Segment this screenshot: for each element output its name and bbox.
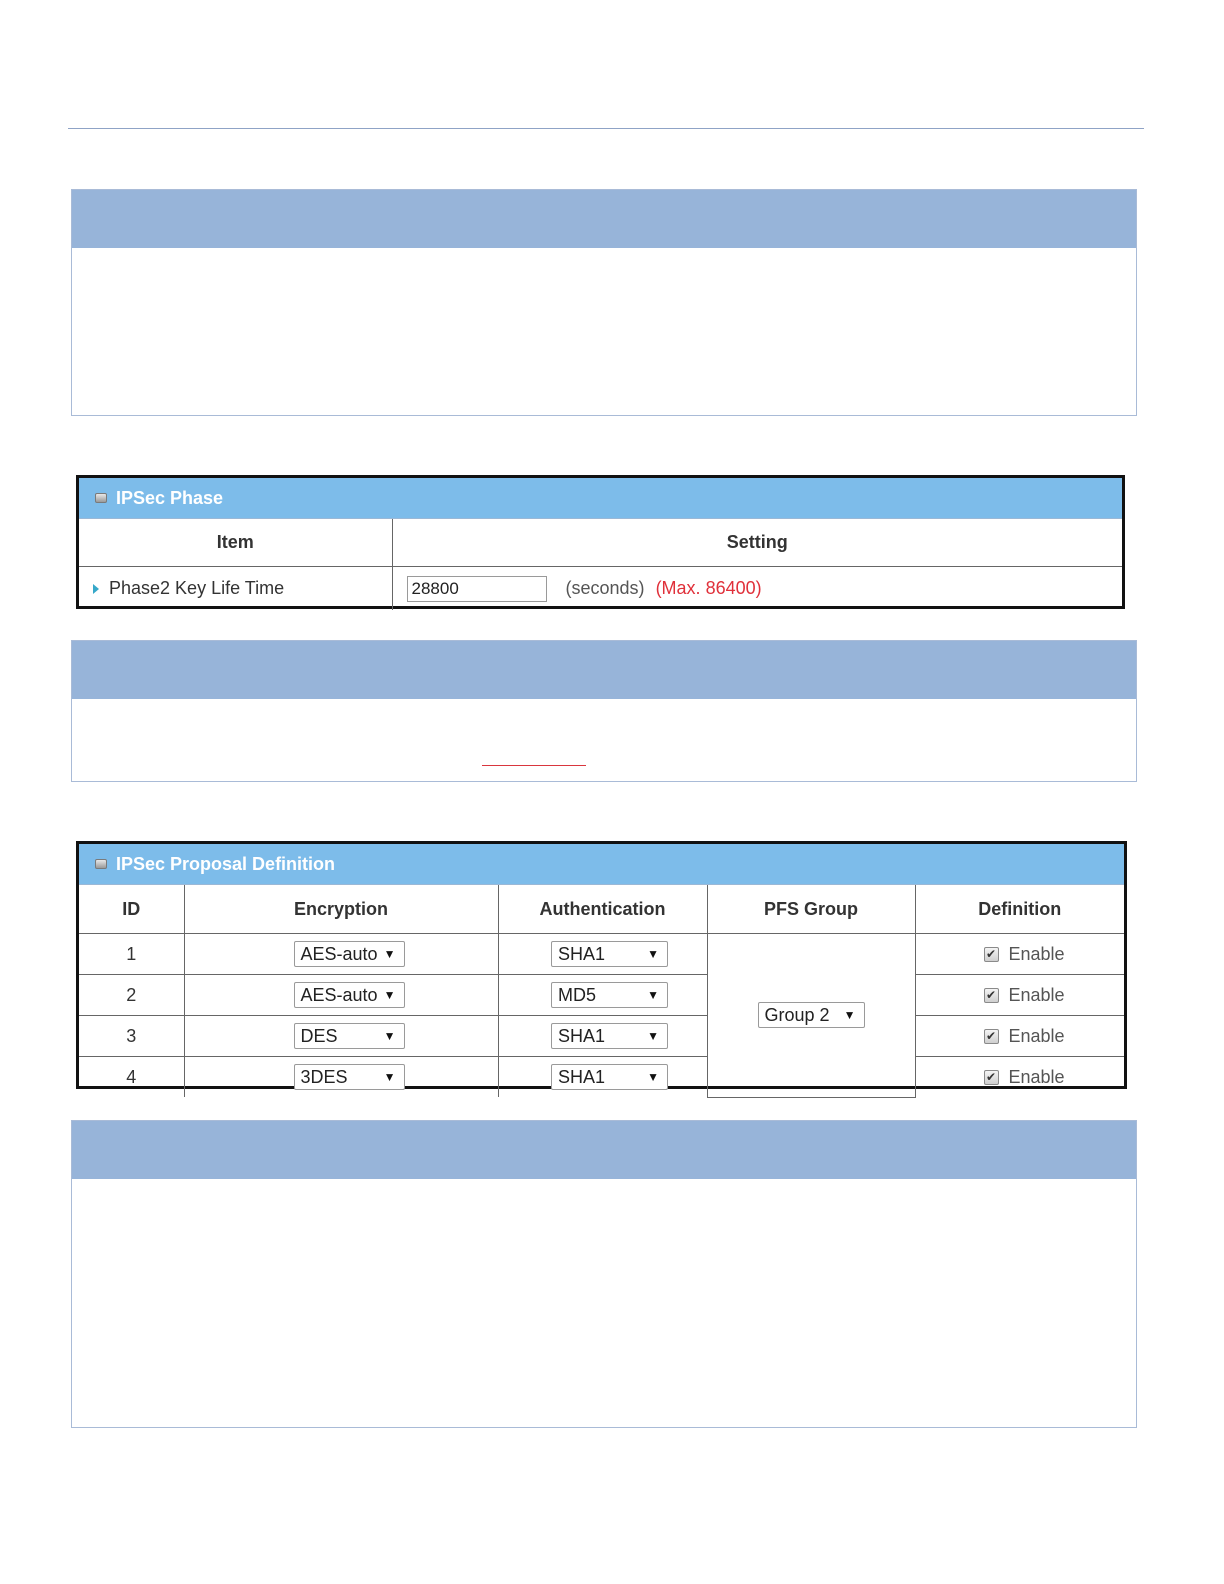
authentication-select-2[interactable] bbox=[551, 982, 668, 1008]
authentication-cell bbox=[498, 1016, 707, 1057]
encryption-select-value: AES-auto bbox=[300, 984, 378, 1005]
encryption-select-1[interactable] bbox=[294, 941, 405, 967]
authentication-cell bbox=[498, 975, 707, 1016]
caret-down-icon: ▼ bbox=[647, 947, 659, 961]
red-underline-mark bbox=[482, 765, 586, 766]
authentication-cell bbox=[498, 1057, 707, 1098]
enable-checkbox-3[interactable] bbox=[984, 1029, 999, 1044]
definition-cell bbox=[915, 1057, 1124, 1098]
ipsec-phase-title-bar bbox=[79, 478, 1122, 519]
authentication-column-header: Authentication bbox=[498, 885, 707, 934]
item-column-header: Item bbox=[79, 519, 392, 567]
encryption-column-header: Encryption bbox=[184, 885, 498, 934]
row-id: 4 bbox=[79, 1057, 184, 1098]
id-column-header: ID bbox=[79, 885, 184, 934]
pfs-group-select-value: Group 2 bbox=[764, 1004, 830, 1025]
checkmark-icon: ✔ bbox=[985, 947, 997, 962]
caret-down-icon: ▼ bbox=[647, 1029, 659, 1043]
pfs-group-select[interactable] bbox=[758, 1002, 865, 1028]
enable-checkbox-2[interactable] bbox=[984, 988, 999, 1003]
enable-checkbox-4[interactable] bbox=[984, 1070, 999, 1085]
pfs-group-column-header: PFS Group bbox=[707, 885, 915, 934]
authentication-select-4[interactable] bbox=[551, 1064, 668, 1090]
encryption-cell bbox=[184, 975, 498, 1016]
info-box-2-header bbox=[72, 641, 1136, 699]
caret-down-icon: ▼ bbox=[383, 988, 396, 1002]
row-id: 3 bbox=[79, 1016, 184, 1057]
definition-cell bbox=[915, 1016, 1124, 1057]
phase2-key-life-time-cell bbox=[79, 567, 392, 611]
phase2-key-life-time-input[interactable] bbox=[407, 576, 547, 602]
ipsec-phase-panel bbox=[76, 475, 1125, 609]
row-id: 2 bbox=[79, 975, 184, 1016]
info-box-2 bbox=[71, 640, 1137, 782]
info-box-1-header bbox=[72, 190, 1136, 248]
seconds-unit-label: (seconds) bbox=[565, 578, 645, 598]
caret-down-icon: ▼ bbox=[383, 1029, 396, 1043]
definition-cell bbox=[915, 934, 1124, 975]
definition-column-header: Definition bbox=[915, 885, 1124, 934]
ipsec-proposal-panel bbox=[76, 841, 1127, 1089]
table-row bbox=[79, 1016, 1124, 1057]
row-id: 1 bbox=[79, 934, 184, 975]
top-divider bbox=[68, 128, 1144, 129]
ipsec-proposal-title-bar bbox=[79, 844, 1124, 885]
authentication-select-value: SHA1 bbox=[558, 1025, 606, 1046]
authentication-select-value: MD5 bbox=[558, 984, 597, 1005]
enable-label: Enable bbox=[1008, 1025, 1065, 1046]
phase2-key-life-time-label: Phase2 Key Life Time bbox=[109, 578, 285, 598]
encryption-select-value: DES bbox=[300, 1025, 338, 1046]
authentication-select-3[interactable] bbox=[551, 1023, 668, 1049]
caret-down-icon: ▼ bbox=[647, 1070, 659, 1084]
encryption-select-value: AES-auto bbox=[300, 943, 378, 964]
authentication-select-1[interactable] bbox=[551, 941, 668, 967]
encryption-cell bbox=[184, 934, 498, 975]
info-box-3-header bbox=[72, 1121, 1136, 1179]
info-box-3 bbox=[71, 1120, 1137, 1428]
enable-label: Enable bbox=[1008, 943, 1065, 964]
encryption-select-value: 3DES bbox=[300, 1066, 348, 1087]
encryption-select-3[interactable] bbox=[294, 1023, 405, 1049]
ipsec-proposal-table bbox=[79, 885, 1124, 1098]
definition-cell bbox=[915, 975, 1124, 1016]
checkmark-icon: ✔ bbox=[985, 1070, 997, 1085]
encryption-cell bbox=[184, 1016, 498, 1057]
encryption-select-2[interactable] bbox=[294, 982, 405, 1008]
caret-down-icon: ▼ bbox=[647, 988, 659, 1002]
table-row bbox=[79, 934, 1124, 975]
phase2-key-life-time-setting bbox=[392, 567, 1122, 611]
checkmark-icon: ✔ bbox=[985, 988, 997, 1003]
checkmark-icon: ✔ bbox=[985, 1029, 997, 1044]
table-row bbox=[79, 567, 1122, 611]
enable-label: Enable bbox=[1008, 984, 1065, 1005]
info-box-1 bbox=[71, 189, 1137, 416]
authentication-select-value: SHA1 bbox=[558, 943, 606, 964]
max-value-hint: (Max. 86400) bbox=[655, 578, 762, 598]
encryption-cell bbox=[184, 1057, 498, 1098]
caret-down-icon: ▼ bbox=[383, 947, 396, 961]
caret-down-icon: ▼ bbox=[843, 1008, 856, 1023]
enable-checkbox-1[interactable] bbox=[984, 947, 999, 962]
pfs-group-cell bbox=[707, 934, 915, 1098]
ipsec-proposal-title: IPSec Proposal Definition bbox=[116, 853, 336, 874]
table-header-row bbox=[79, 885, 1124, 934]
setting-column-header: Setting bbox=[392, 519, 1122, 567]
panel-bullet-icon bbox=[95, 859, 107, 869]
ipsec-phase-title: IPSec Phase bbox=[116, 487, 224, 508]
ipsec-phase-table bbox=[79, 519, 1122, 610]
caret-down-icon: ▼ bbox=[383, 1070, 396, 1084]
encryption-select-4[interactable] bbox=[294, 1064, 405, 1090]
authentication-cell bbox=[498, 934, 707, 975]
enable-label: Enable bbox=[1008, 1066, 1065, 1087]
triangle-right-icon bbox=[93, 584, 99, 594]
table-row bbox=[79, 1057, 1124, 1098]
table-header-row bbox=[79, 519, 1122, 567]
table-row bbox=[79, 975, 1124, 1016]
panel-bullet-icon bbox=[95, 493, 107, 503]
authentication-select-value: SHA1 bbox=[558, 1066, 606, 1087]
